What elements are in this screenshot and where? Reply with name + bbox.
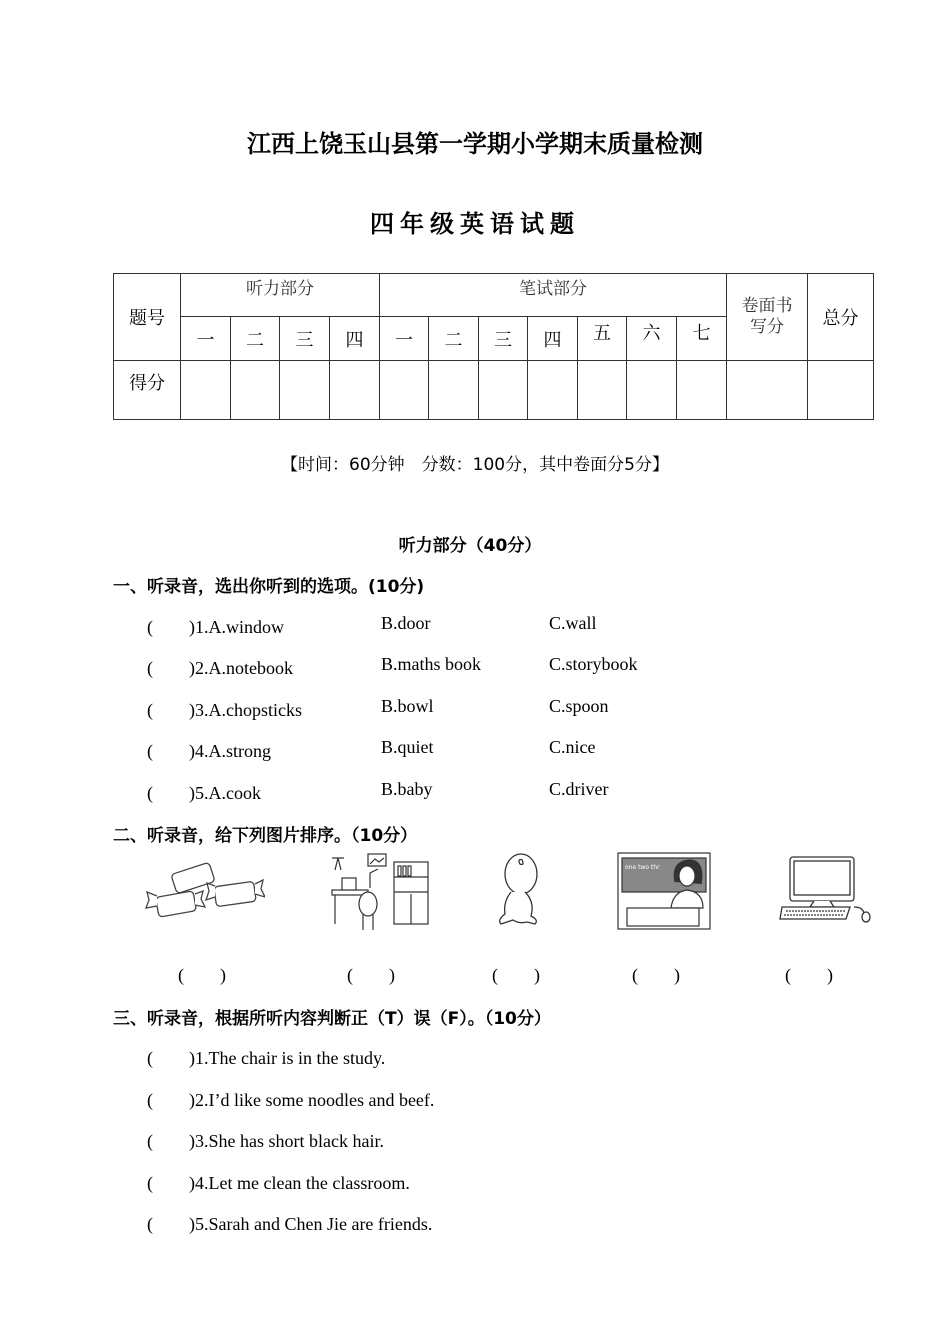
part-title: 听力部分（40分） <box>398 536 542 556</box>
score-row <box>114 361 874 420</box>
col-number: 三 <box>280 317 330 361</box>
score-cell[interactable] <box>429 361 479 420</box>
question-item: ( )5.A.cook <box>147 783 261 803</box>
exam-info: 【时间：60分钟 分数：100分，其中卷面分5分】 <box>281 455 669 475</box>
baby-picture <box>497 852 549 928</box>
option-c: C.wall <box>549 613 597 633</box>
score-cell[interactable] <box>677 361 727 420</box>
picture-order-blank-1[interactable]: ( ) <box>178 965 226 985</box>
col-number: 二 <box>429 317 479 361</box>
computer-picture <box>778 855 874 925</box>
picture-order-blank-2[interactable]: ( ) <box>347 965 395 985</box>
statement-item: ( )5.Sarah and Chen Jie are friends. <box>147 1214 433 1234</box>
picture-order-blank-4[interactable]: ( ) <box>632 965 680 985</box>
listening-header: 听力部分 <box>181 274 380 317</box>
score-cell[interactable] <box>380 361 429 420</box>
option-b: B.maths book <box>381 654 482 674</box>
score-cell[interactable] <box>627 361 677 420</box>
score-cell[interactable] <box>727 361 808 420</box>
score-cell[interactable] <box>808 361 874 420</box>
score-cell[interactable] <box>280 361 330 420</box>
score-cell[interactable] <box>479 361 528 420</box>
col-number: 一 <box>181 317 231 361</box>
total-header: 总分 <box>808 274 874 361</box>
teacher-picture <box>617 852 711 930</box>
section3-heading: 三、听录音，根据所听内容判断正（T）误（F）。（10分） <box>113 1009 551 1029</box>
question-item: ( )3.A.chopsticks <box>147 700 302 720</box>
picture-order-blank-3[interactable]: ( ) <box>492 965 540 985</box>
writing-header: 笔试部分 <box>380 274 727 317</box>
study-room-picture <box>330 852 432 932</box>
col-number: 四 <box>528 317 578 361</box>
score-cell[interactable] <box>330 361 380 420</box>
option-b: B.bowl <box>381 696 434 716</box>
statement-item: ( )4.Let me clean the classroom. <box>147 1173 410 1193</box>
handwriting-label-line1: 卷面书 <box>741 296 793 316</box>
option-c: C.spoon <box>549 696 609 716</box>
candies-picture <box>145 858 265 920</box>
col-number: 五 <box>578 317 627 361</box>
exam-title: 江西上饶玉山县第一学期小学期末质量检测 <box>247 130 703 158</box>
question-item: ( )1.A.window <box>147 617 284 637</box>
score-cell[interactable] <box>578 361 627 420</box>
exam-subtitle: 四年级英语试题 <box>370 210 580 238</box>
col-number: 二 <box>231 317 280 361</box>
col-number: 六 <box>627 317 677 361</box>
score-cell[interactable] <box>181 361 231 420</box>
col-number: 四 <box>330 317 380 361</box>
col-number: 七 <box>677 317 727 361</box>
score-cell[interactable] <box>231 361 280 420</box>
option-b: B.baby <box>381 779 433 799</box>
question-item: ( )2.A.notebook <box>147 658 293 678</box>
score-row-label: 得分 <box>114 361 181 420</box>
statement-item: ( )3.She has short black hair. <box>147 1131 384 1151</box>
option-b: B.door <box>381 613 431 633</box>
handwriting-label-line2: 写分 <box>750 317 784 337</box>
option-c: C.storybook <box>549 654 638 674</box>
section1-heading: 一、听录音，选出你听到的选项。(10分) <box>113 577 425 597</box>
statement-item: ( )1.The chair is in the study. <box>147 1048 386 1068</box>
score-table <box>113 273 874 420</box>
board-text: one two thr <box>625 864 660 871</box>
row-header: 题号 <box>114 274 181 361</box>
picture-order-blank-5[interactable]: ( ) <box>785 965 833 985</box>
score-cell[interactable] <box>528 361 578 420</box>
question-item: ( )4.A.strong <box>147 741 271 761</box>
section2-heading: 二、听录音，给下列图片排序。（10分） <box>113 826 418 846</box>
statement-item: ( )2.I’d like some noodles and beef. <box>147 1090 435 1110</box>
handwriting-header <box>727 274 808 361</box>
option-c: C.nice <box>549 737 596 757</box>
option-b: B.quiet <box>381 737 434 757</box>
col-number: 三 <box>479 317 528 361</box>
option-c: C.driver <box>549 779 609 799</box>
col-number: 一 <box>380 317 429 361</box>
